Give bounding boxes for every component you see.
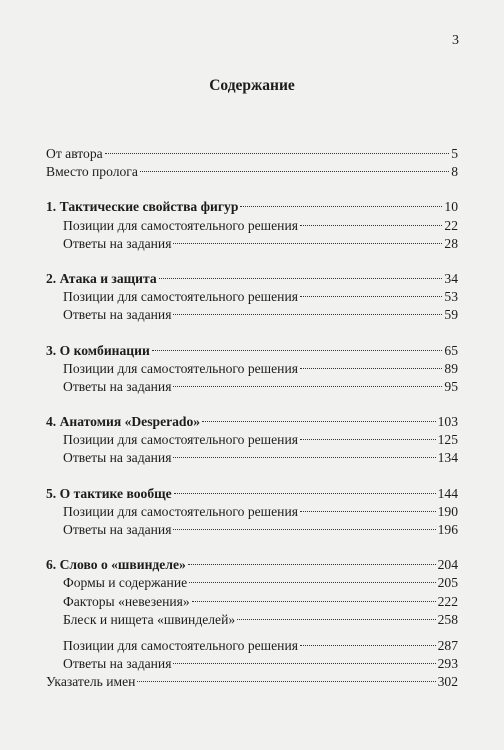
- toc-subentry[interactable]: [46, 655, 458, 673]
- dot-leader: [173, 386, 442, 387]
- toc-entry-page: 222: [437, 593, 458, 609]
- toc-entry-page: 190: [437, 503, 458, 519]
- toc-entry-title: Ответы на задания: [63, 307, 172, 323]
- toc-chapter-title: 2. Атака и защита: [46, 270, 157, 286]
- toc-entry-page: 144: [437, 485, 458, 501]
- dot-leader: [300, 645, 436, 646]
- toc-chapter[interactable]: [46, 270, 458, 288]
- dot-leader: [192, 601, 436, 602]
- toc-entry-page: 287: [437, 637, 458, 653]
- toc-subentry[interactable]: [46, 574, 458, 592]
- toc-entry-page: 65: [444, 342, 458, 358]
- toc-entry-page: 293: [437, 656, 458, 672]
- toc-subentry[interactable]: [46, 521, 458, 539]
- toc-entry-page: 34: [444, 270, 458, 286]
- toc-entry-title: Ответы на задания: [63, 522, 172, 537]
- toc-subentry[interactable]: [46, 360, 458, 378]
- toc-entry-title: Позиции для самостоятельного решения: [63, 217, 298, 233]
- toc-subentry[interactable]: [46, 503, 458, 521]
- toc-entry-page: 134: [437, 450, 458, 466]
- toc-entry-page: 5: [451, 146, 458, 161]
- toc-chapter-title: 4. Анатомия «Desperado»: [46, 414, 201, 430]
- toc-entry-page: 22: [444, 217, 458, 233]
- toc-entry-title: Формы и содержание: [63, 575, 188, 591]
- dot-leader: [300, 225, 442, 226]
- toc-subentry[interactable]: [46, 637, 458, 655]
- toc-chapter[interactable]: [46, 413, 458, 431]
- dot-leader: [174, 493, 436, 494]
- toc-chapter[interactable]: [46, 342, 458, 360]
- dot-leader: [140, 171, 449, 172]
- toc-entry-title: Ответы на задания: [63, 378, 172, 394]
- toc-entry-page: 204: [437, 557, 458, 573]
- dot-leader: [240, 206, 442, 207]
- toc-entry-title: Позиции для самостоятельного решения: [63, 432, 298, 448]
- dot-leader: [105, 153, 450, 154]
- toc-entry-page: 258: [437, 611, 458, 627]
- dot-leader: [300, 511, 436, 512]
- toc-entry-title: Факторы «невезения»: [63, 593, 190, 609]
- toc-entry-page: 59: [444, 307, 458, 323]
- toc-entry-page: 205: [437, 575, 458, 591]
- toc-entry-title: Позиции для самостоятельного решения: [63, 360, 298, 376]
- toc-entry-title: Ответы на задания: [63, 450, 172, 466]
- toc-subentry[interactable]: [46, 217, 458, 235]
- toc-chapter-title: 5. О тактике вообще: [46, 485, 172, 501]
- page-title: Содержание: [209, 77, 295, 94]
- dot-leader: [173, 314, 442, 315]
- toc-subentry[interactable]: [46, 449, 458, 467]
- toc-entry-title: Позиции для самостоятельного решения: [63, 637, 298, 653]
- toc-entry-page: 95: [444, 378, 458, 394]
- toc-chapter[interactable]: [46, 556, 458, 574]
- toc-entry-page: 196: [437, 522, 458, 537]
- dot-leader: [173, 243, 442, 244]
- toc-chapter-title: 1. Тактические свойства фигур: [46, 199, 239, 215]
- page-number: 3: [452, 33, 459, 48]
- dot-leader: [300, 439, 436, 440]
- toc-entry-page: 53: [444, 289, 458, 305]
- toc-chapter-title: 3. О комбинации: [46, 342, 150, 358]
- toc-subentry[interactable]: [46, 288, 458, 306]
- dot-leader: [152, 350, 443, 351]
- toc-entry-title: Указатель имен: [46, 674, 136, 690]
- toc-entry-page: 28: [444, 235, 458, 251]
- toc-chapter-title: 6. Слово о «швинделе»: [46, 557, 186, 573]
- toc-entry-page: 302: [437, 674, 458, 690]
- toc-entry-title: Вместо пролога: [46, 164, 138, 180]
- dot-leader: [173, 663, 435, 664]
- dot-leader: [189, 582, 435, 583]
- table-of-contents: [46, 145, 458, 692]
- dot-leader: [173, 529, 435, 530]
- toc-subentry[interactable]: [46, 593, 458, 611]
- toc-entry-page: 10: [444, 199, 458, 215]
- toc-entry-page: 125: [437, 432, 458, 448]
- dot-leader: [137, 681, 435, 682]
- toc-entry-title: Ответы на задания: [63, 235, 172, 251]
- dot-leader: [202, 421, 436, 422]
- toc-subentry[interactable]: [46, 306, 458, 324]
- toc-entry[interactable]: [46, 673, 458, 691]
- toc-subentry[interactable]: [46, 378, 458, 396]
- toc-entry[interactable]: [46, 163, 458, 181]
- dot-leader: [237, 619, 435, 620]
- toc-chapter[interactable]: [46, 198, 458, 216]
- dot-leader: [188, 564, 436, 565]
- toc-subentry[interactable]: [46, 431, 458, 449]
- dot-leader: [300, 368, 442, 369]
- toc-subentry[interactable]: [46, 235, 458, 253]
- toc-entry-page: 103: [437, 414, 458, 430]
- toc-chapter[interactable]: [46, 485, 458, 503]
- toc-entry[interactable]: [46, 145, 458, 163]
- toc-subentry[interactable]: [46, 611, 458, 629]
- dot-leader: [173, 457, 435, 458]
- toc-entry-page: 8: [451, 164, 458, 180]
- toc-entry-title: Позиции для самостоятельного решения: [63, 503, 298, 519]
- toc-entry-page: 89: [444, 360, 458, 376]
- dot-leader: [159, 278, 443, 279]
- toc-entry-title: Ответы на задания: [63, 656, 172, 672]
- toc-entry-title: Блеск и нищета «швинделей»: [63, 611, 236, 627]
- dot-leader: [300, 296, 442, 297]
- toc-entry-title: Позиции для самостоятельного решения: [63, 289, 298, 305]
- toc-entry-title: От автора: [46, 146, 103, 161]
